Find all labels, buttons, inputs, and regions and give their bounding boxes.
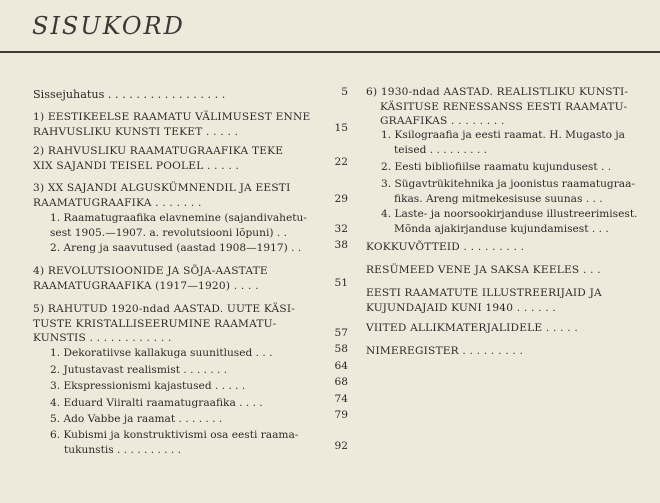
entry-line: KUNSTIS . . . . . . . . . . . . [33,332,172,344]
entry-line: RAAMATUGRAAFIKA (1917—1920) . . . . [33,279,259,292]
entry-line: teised . . . . . . . . . [394,143,488,156]
entry-line: EESTI RAAMATUTE ILLUSTREERIJAID JA [366,287,602,299]
entry-text: 2. Eesti bibliofiilse raamatu kujundusest . . [381,161,612,173]
page-number: 57 [334,327,348,339]
entry-line: 3. Sügavtrükitehnika ja joonistus raamatugraa- [381,178,635,190]
entry-line: sest 1905.—1907. a. revolutsiooni lõpuni) . . [50,226,287,239]
page-number: 32 [334,223,348,235]
toc-entry-5-2 [50,363,227,378]
entry-line: 4) REVOLUTSIOONIDE JA SÕJA-AASTATE [33,265,268,277]
toc-entry-chapter-6 [366,85,628,129]
entry-line: tukunstis . . . . . . . . . . [64,443,182,456]
toc-entry-5-1 [50,346,273,361]
page-number: 51 [334,277,348,289]
page-number: 22 [334,156,348,168]
entry-text: RESÜMEED VENE JA SAKSA KEELES . . . [366,264,601,276]
entry-line: 1. Raamatugraafika elavnemine (sajandivahetu- [50,212,307,224]
entry-line: RAAMATUGRAAFIKA . . . . . . . [33,196,202,209]
toc-entry-chapter-5 [33,302,295,346]
page-title: SISUKORD [32,12,185,40]
toc-entry-chapter-1 [33,110,310,139]
entry-line: XIX SAJANDI TEISEL POOLEL . . . . . [33,159,240,172]
toc-entry-5-3 [50,379,245,394]
entry-text: NIMEREGISTER . . . . . . . . . [366,345,524,357]
toc-entry-6-3 [381,177,635,206]
entry-text: 4. Eduard Viiralti raamatugraafika . . . . [50,397,263,409]
toc-entry-references [366,321,578,336]
entry-line: KUJUNDAJAID KUNI 1940 . . . . . . [366,301,556,314]
entry-text: 3. Ekspressionismi kajastused . . . . . [50,380,246,392]
entry-line: 6) 1930-ndad AASTAD. REALISTLIKU KUNSTI- [366,86,629,98]
toc-entry-6-4 [381,207,637,236]
page-number: 29 [334,193,348,205]
entry-line: fikas. Areng mitmekesisuse suunas . . . [394,192,603,205]
toc-entry-resumes [366,263,601,278]
toc-entry-chapter-2 [33,144,283,173]
toc-entry-chapter-4 [33,264,268,293]
entry-text: KOKKUVÕTTEID . . . . . . . . . [366,241,525,253]
toc-entry-illustrators [366,286,602,315]
entry-line: 1. Ksilograafia ja eesti raamat. H. Mugasto ja [381,129,625,141]
entry-text: 1. Dekoratiivse kallakuga suunitlused . . . [50,347,273,359]
page-number: 58 [334,343,348,355]
toc-entry-6-1 [381,128,625,157]
toc-entry-5-4 [50,396,263,411]
entry-text: VIITED ALLIKMATERJALIDELE . . . . . [366,322,578,334]
entry-line: 2) RAHVUSLIKU RAAMATUGRAAFIKA TEKE [33,145,284,157]
page-number: 38 [334,239,348,251]
page-number: 92 [334,440,348,452]
toc-entry-chapter-3 [33,181,290,210]
entry-line: KÄSITUSE RENESSANSS EESTI RAAMATU- [380,100,628,113]
entry-line: 3) XX SAJANDI ALGUSKÜMNENDIL JA EESTI [33,182,291,194]
toc-entry-introduction [33,88,225,103]
page-number: 15 [334,122,348,134]
entry-line: 6. Kubismi ja konstruktivismi osa eesti raama- [50,429,299,441]
entry-line: 4. Laste- ja noorsookirjanduse illustreerimisest. [381,208,638,220]
entry-text: 2. Jutustavast realismist . . . . . . . [50,364,228,376]
entry-text: 2. Areng ja saavutused (aastad 1908—1917) . . [50,242,302,254]
toc-entry-6-2 [381,160,611,175]
entry-line: GRAAFIKAS . . . . . . . . [380,115,505,127]
page-number: 5 [341,86,348,98]
page-number: 74 [334,393,348,405]
entry-line: TUSTE KRISTALLISEERUMINE RAAMATU- [33,317,277,330]
page-number: 68 [334,376,348,388]
toc-entry-index [366,344,523,359]
entry-text: Sissejuhatus . . . . . . . . . . . . . . . . . [33,88,226,101]
title-rule [0,51,660,53]
entry-line: 5) RAHUTUD 1920-ndad AASTAD. UUTE KÄSI- [33,303,296,315]
entry-line: RAHVUSLIKU KUNSTI TEKET . . . . . [33,125,239,138]
page-number: 64 [334,360,348,372]
page-number: 79 [334,409,348,421]
entry-line: Mõnda ajakirjanduse kujundamisest . . . [394,222,609,235]
toc-entry-3-1 [50,211,307,240]
toc-entry-3-2 [50,241,301,256]
entry-line: 1) EESTIKEELSE RAAMATU VÄLIMUSEST ENNE [33,111,311,123]
entry-text: 5. Ado Vabbe ja raamat . . . . . . . [50,413,223,425]
toc-entry-5-6 [50,428,298,457]
toc-entry-summary [366,240,524,255]
toc-entry-5-5 [50,412,222,427]
